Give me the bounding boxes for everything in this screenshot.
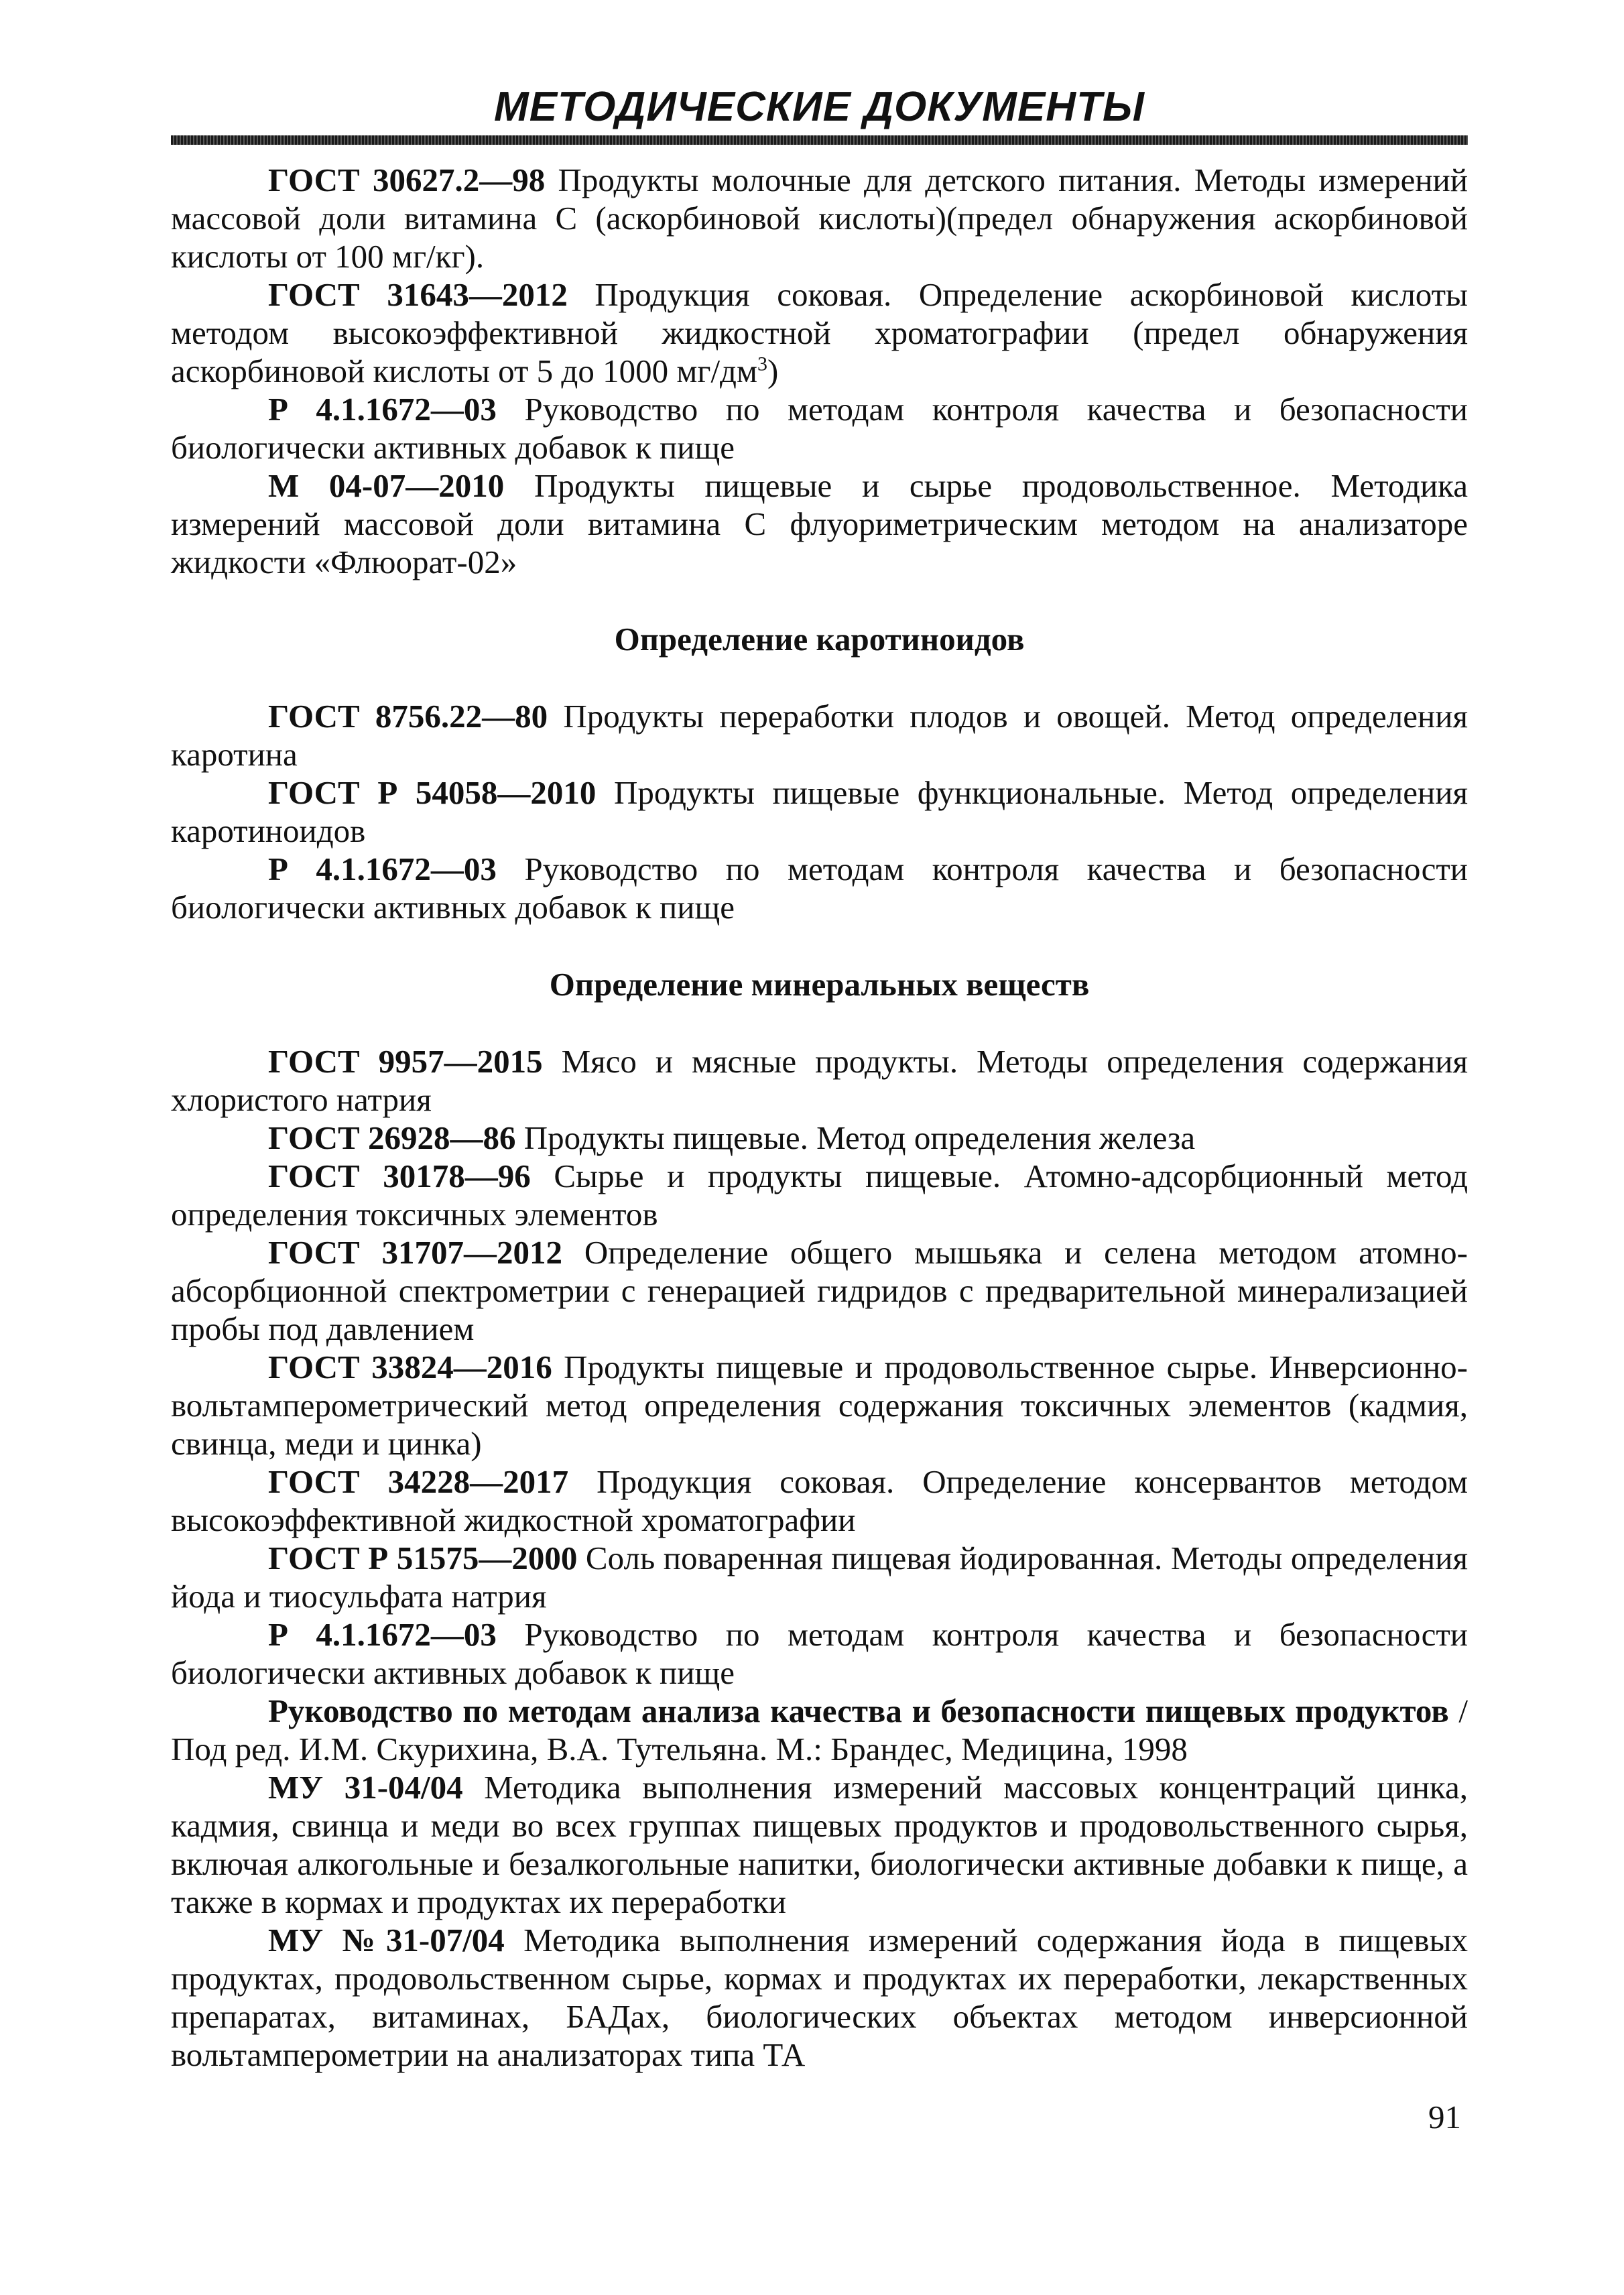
- superscript: 3: [757, 353, 767, 375]
- document-body: [171, 161, 1468, 2074]
- document-description: Продукты пищевые. Метод определения железа: [515, 1119, 1196, 1156]
- document-description: Продукты переработки плодов и овощей. Метод определения каротина: [171, 698, 1468, 773]
- document-code: ГОСТ 9957—2015: [268, 1043, 543, 1080]
- document-entry: [171, 161, 1468, 275]
- description-tail: ): [767, 353, 779, 389]
- document-entry: [171, 1348, 1468, 1463]
- document-code: ГОСТ 34228—2017: [268, 1463, 569, 1500]
- document-description: Сырье и продукты пищевые. Атомно-адсорбционный метод определения токсичных элементов: [171, 1158, 1468, 1233]
- document-description: Руководство по методам контроля качества и безопасности биологически активных добавок к пище: [171, 851, 1469, 926]
- document-description: Методика выполнения измерений содержания йода в пищевых продуктах, продовольственном сырье, кормах и продуктах их переработки, лекарственных препаратах, витаминах, БАДах, биологических объектах методом инверсионной вольтамперометрии на анализаторах типа ТА: [171, 1922, 1468, 2073]
- document-code: ГОСТ 26928—86: [268, 1119, 516, 1156]
- document-description: Соль поваренная пищевая йодированная. Методы определения йода и тиосульфата натрия: [171, 1540, 1469, 1615]
- document-description: Мясо и мясные продукты. Методы определения содержания хлористого натрия: [171, 1043, 1468, 1118]
- document-code: МУ №31-07/04: [268, 1922, 505, 1959]
- document-entry: [171, 1539, 1468, 1615]
- document-code: ГОСТ 31643—2012: [268, 276, 568, 313]
- document-description: Продукты пищевые и продовольственное сырье. Инверсионно-вольтамперометрический метод определения содержания токсичных элементов (кадмия, свинца, меди и цинка): [171, 1349, 1468, 1462]
- document-description: Продукты молочные для детского питания. Методы измерений массовой доли витамина С (аскорбиновой кислоты)(предел обнаружения аскорбиновой кислоты от 100 мг/кг).: [171, 162, 1468, 275]
- document-entry: [171, 1233, 1468, 1348]
- document-entry: [171, 850, 1468, 926]
- document-description: Руководство по методам контроля качества и безопасности биологически активных добавок к пище: [171, 391, 1469, 466]
- document-code: ГОСТ 30627.2—98: [268, 162, 546, 198]
- document-description: Продукция соковая. Определение аскорбиновой кислоты методом высокоэффективной жидкостной хроматографии (предел обнаружения аскорбиновой кислоты от 5 до 1000 мг/дм: [171, 276, 1468, 389]
- document-description: Определение общего мышьяка и селена методом атомно-абсорбционной спектрометрии с генерацией гидридов с предварительной минерализацией пробы под давлением: [171, 1234, 1468, 1347]
- document-description: Руководство по методам контроля качества и безопасности биологически активных добавок к пище: [171, 1616, 1469, 1691]
- document-entry: [171, 390, 1468, 467]
- document-description: / Под ред. И.М. Скурихина, В.А. Тутельяна. М.: Брандес, Медицина, 1998: [171, 1692, 1468, 1767]
- document-entry: [171, 1692, 1468, 1768]
- running-header: МЕТОДИЧЕСКИЕ ДОКУМЕНТЫ: [494, 84, 1145, 130]
- document-code: ГОСТ Р 54058—2010: [268, 774, 597, 811]
- document-entry: [171, 1768, 1468, 1921]
- document-code: ГОСТ 30178—96: [268, 1158, 531, 1194]
- document-entry: [171, 1119, 1468, 1157]
- document-entry: [171, 1157, 1468, 1233]
- section-title: Определение минеральных веществ: [549, 966, 1090, 1003]
- document-entry: [171, 773, 1468, 850]
- header-rule: [171, 135, 1468, 145]
- document-description: Продукция соковая. Определение консервантов методом высокоэффективной жидкостной хроматографии: [171, 1463, 1468, 1538]
- document-entry: [171, 697, 1468, 773]
- document-code: ГОСТ Р 51575—2000: [268, 1540, 578, 1576]
- document-entry: [171, 467, 1468, 581]
- document-code: ГОСТ 8756.22—80: [268, 698, 548, 735]
- document-entry: [171, 1463, 1468, 1539]
- document-description: Продукты пищевые функциональные. Метод определения каротиноидов: [171, 774, 1468, 849]
- document-description: Методика выполнения измерений массовых концентраций цинка, кадмия, свинца и меди во всех группах пищевых продуктов и продовольственного сырья, включая алкогольные и безалкогольные напитки, биологически активные добавки к пище, а также в кормах и продуктах их переработки: [171, 1769, 1468, 1920]
- document-description: Продукты пищевые и сырье продовольственное. Методика измерений массовой доли витамина С флуориметрическим методом на анализаторе жидкости «Флюорат-02»: [171, 467, 1468, 580]
- document-code: Р 4.1.1672—03: [268, 391, 497, 428]
- document-entry: [171, 275, 1468, 390]
- document-code: М 04-07—2010: [268, 467, 505, 504]
- page-number: 91: [1428, 2099, 1461, 2135]
- document-entry: [171, 1042, 1468, 1119]
- section-title: Определение каротиноидов: [614, 621, 1025, 658]
- document-code: Р 4.1.1672—03: [268, 851, 497, 887]
- document-code: МУ 31-04/04: [268, 1769, 463, 1806]
- document-code: Р 4.1.1672—03: [268, 1616, 497, 1653]
- document-code: ГОСТ 33824—2016: [268, 1349, 552, 1385]
- document-entry: [171, 1615, 1468, 1692]
- document-entry: [171, 1921, 1468, 2074]
- document-page: [171, 80, 1468, 2225]
- document-code: ГОСТ 31707—2012: [268, 1234, 563, 1271]
- document-code: Руководство по методам анализа качества и безопасности пищевых продуктов: [268, 1692, 1449, 1729]
